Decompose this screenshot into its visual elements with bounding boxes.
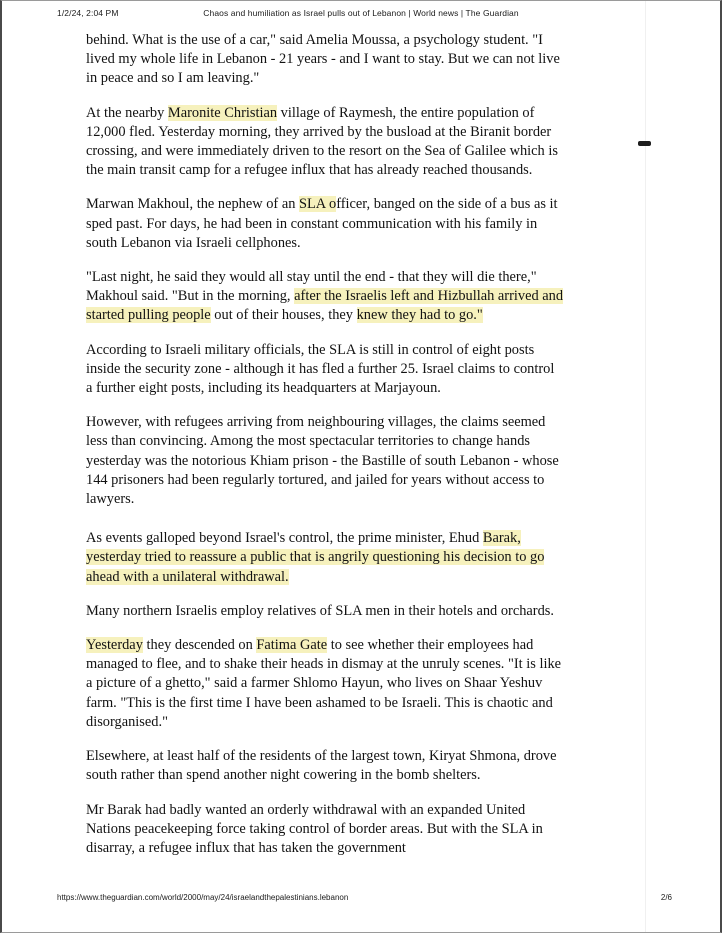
paragraph-text: village of Raymesh, the entire population of 12,000 fled. Yesterday morning, they arrived by the busload at the Biranit border crossing, and were immediately driven to the resort on the Sea of Galilee which is the main transit camp for a refugee influx that has already reached thousands. bbox=[86, 104, 558, 179]
page-footer bbox=[2, 893, 720, 907]
scan-artifact-blot bbox=[638, 141, 651, 146]
highlighted-text: knew they had to go." bbox=[356, 307, 483, 324]
highlighted-text: SLA o bbox=[299, 196, 337, 213]
page-header bbox=[2, 8, 720, 22]
article-paragraph bbox=[86, 636, 564, 732]
article-paragraph bbox=[86, 413, 564, 509]
article-paragraph bbox=[86, 341, 564, 399]
paragraph-text: behind. What is the use of a car," said Amelia Moussa, a psychology student. "I lived my whole life in Lebanon - 21 years - and I want to stay. But we can not live in peace and so I am leaving." bbox=[86, 32, 560, 87]
paragraph-text: However, with refugees arriving from neighbouring villages, the claims seemed less than convincing. Among the most spectacular territories to change hands yesterday was the notorious Khiam prison - the Bastille of south Lebanon - whose 144 prisoners had been regularly tortured, and jailed for years without access to lawyers. bbox=[86, 414, 559, 508]
highlighted-text: Yesterday bbox=[86, 637, 143, 654]
article-paragraph bbox=[86, 268, 564, 326]
article-paragraph bbox=[86, 31, 564, 89]
paragraph-text: they descended on bbox=[142, 637, 257, 654]
paragraph-text: fficer, banged on the side of a bus as it sped past. For days, he had been in constant communication with his family in south Lebanon via Israeli cellphones. bbox=[86, 196, 558, 251]
article-paragraph bbox=[86, 195, 564, 253]
paragraph-text: According to Israeli military officials, the SLA is still in control of eight posts inside the security zone - although it has fled a further 25. Israel claims to control a further eight posts, including its headquarters at Marjayoun. bbox=[86, 341, 555, 397]
header-timestamp: 1/2/24, 2:04 PM bbox=[57, 8, 119, 18]
highlighted-text: Fatima Gate bbox=[256, 637, 328, 654]
scan-artifact-line bbox=[645, 1, 646, 933]
article-paragraph bbox=[86, 602, 564, 621]
article-paragraph bbox=[86, 747, 564, 785]
article-paragraph bbox=[86, 529, 564, 587]
paragraph-text: "Last night, he said they would all stay until the end - that they will die there," Makhoul said. "But in the morning, bbox=[86, 269, 537, 305]
highlighted-text: Maronite Christian bbox=[167, 104, 278, 121]
footer-source-url: https://www.theguardian.com/world/2000/may/24/israelandthepalestinians.lebanon bbox=[57, 893, 349, 902]
paragraph-text: out of their houses, they bbox=[210, 307, 357, 324]
paragraph-text: Elsewhere, at least half of the residents of the largest town, Kiryat Shmona, drove south rather than spend another night cowering in the bomb shelters. bbox=[86, 748, 557, 784]
paragraph-text: At the nearby bbox=[86, 104, 168, 121]
article-paragraph bbox=[86, 104, 564, 181]
highlighted-text: Barak, yesterday tried to reassure a public that is angrily questioning his decision to go ahead with a unilateral withdrawal. bbox=[86, 530, 545, 585]
paragraph-text: Mr Barak had badly wanted an orderly withdrawal with an expanded United Nations peacekeeping force taking control of border areas. But with the SLA in disarray, a refugee influx that has taken the government bbox=[86, 801, 543, 856]
article-body bbox=[86, 31, 564, 873]
paragraph-text: to see whether their employees had managed to flee, and to shake their heads in dismay at the unruly scenes. "It is like a picture of a ghetto," said a farmer Shlomo Hayun, who lives on Shaar Yeshuv farm. "This is the first time I have been ashamed to be Israeli. This is chaotic and disorganised." bbox=[86, 637, 562, 730]
article-paragraph bbox=[86, 801, 564, 859]
paragraph-text: Many northern Israelis employ relatives of SLA men in their hotels and orchards. bbox=[86, 602, 554, 619]
highlighted-text: after the Israelis left and Hizbullah arrived and started pulling people bbox=[86, 288, 564, 324]
paragraph-text: As events galloped beyond Israel's control, the prime minister, Ehud bbox=[86, 530, 483, 547]
footer-page-number: 2/6 bbox=[660, 893, 672, 902]
header-article-title: Chaos and humiliation as Israel pulls out of Lebanon | World news | The Guardian bbox=[203, 8, 519, 18]
paragraph-text: Marwan Makhoul, the nephew of an bbox=[86, 196, 299, 213]
